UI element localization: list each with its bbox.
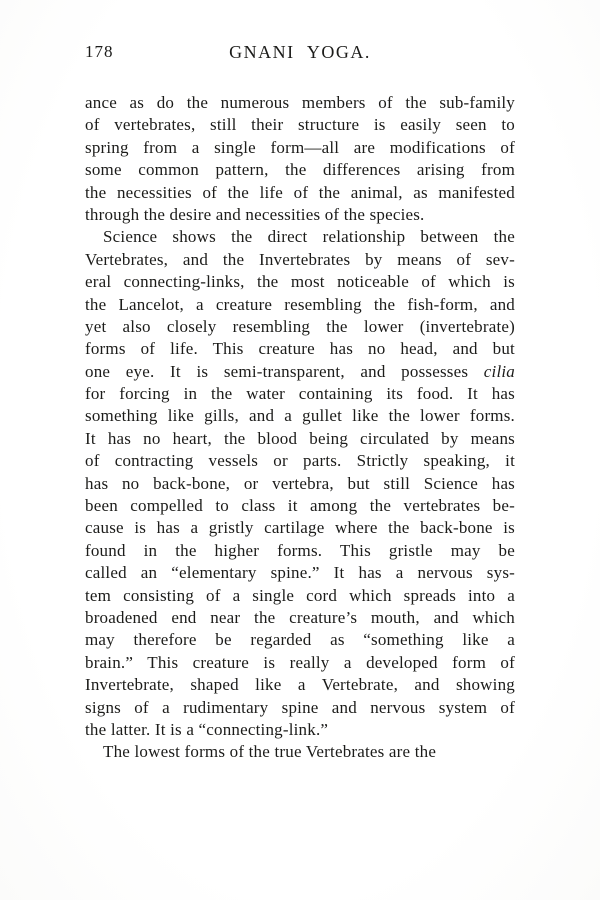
text-line: called an “elementary spine.” It has a nervous sys- <box>85 563 515 583</box>
text-line: It has no heart, the blood being circulated by means <box>85 428 515 448</box>
text-line: forms of life. This creature has no head, and but <box>85 339 515 359</box>
text-line: Vertebrates, and the Invertebrates by means of sev- <box>85 249 515 269</box>
text-line: been compelled to class it among the vertebrates be- <box>85 496 515 516</box>
text-line: of contracting vessels or parts. Strictly speaking, it <box>85 451 515 471</box>
page-body <box>85 92 515 764</box>
text-line: eral connecting-links, the most noticeable of which is <box>85 272 515 292</box>
text-line: tem consisting of a single cord which spreads into a <box>85 585 515 605</box>
text-line: broadened end near the creature’s mouth, and which <box>85 607 515 627</box>
text-line: through the desire and necessities of the species. <box>85 204 425 224</box>
text-line: the latter. It is a “connecting-link.” <box>85 719 329 739</box>
text-line: yet also closely resembling the lower (invertebrate) <box>85 316 515 336</box>
text-line: found in the higher forms. This gristle may be <box>85 540 515 560</box>
text-line: The lowest forms of the true Vertebrates are the <box>103 742 437 762</box>
text-line: spring from a single form—all are modifications of <box>85 137 515 157</box>
text-line: Invertebrate, shaped like a Vertebrate, and showing <box>85 675 515 695</box>
page-header <box>85 0 515 62</box>
text-line: cause is has a gristly cartilage where the back-bone is <box>85 518 515 538</box>
text-line: some common pattern, the differences arising from <box>85 160 515 180</box>
text-line: the necessities of the life of the animal, as manifested <box>85 182 515 202</box>
text-line: of vertebrates, still their structure is easily seen to <box>85 115 515 135</box>
text-line: Science shows the direct relationship between the <box>103 227 515 247</box>
text-line: for forcing in the water containing its food. It has <box>85 384 515 404</box>
text-line: something like gills, and a gullet like the lower forms. <box>85 406 515 426</box>
text-line: may therefore be regarded as “something like a <box>85 630 515 650</box>
text-line: ance as do the numerous members of the sub-family <box>85 93 515 112</box>
running-title: GNANI YOGA. <box>229 42 371 62</box>
text-line: the Lancelot, a creature resembling the fish-form, and <box>85 294 515 314</box>
text-line: signs of a rudimentary spine and nervous system of <box>85 697 515 717</box>
text-line: has no back-bone, or vertebra, but still Science has <box>85 473 515 493</box>
text-line: one eye. It is semi-transparent, and possesses cilia <box>85 361 515 381</box>
page-number: 178 <box>85 42 114 61</box>
text-line: brain.” This creature is really a developed form of <box>85 652 515 672</box>
